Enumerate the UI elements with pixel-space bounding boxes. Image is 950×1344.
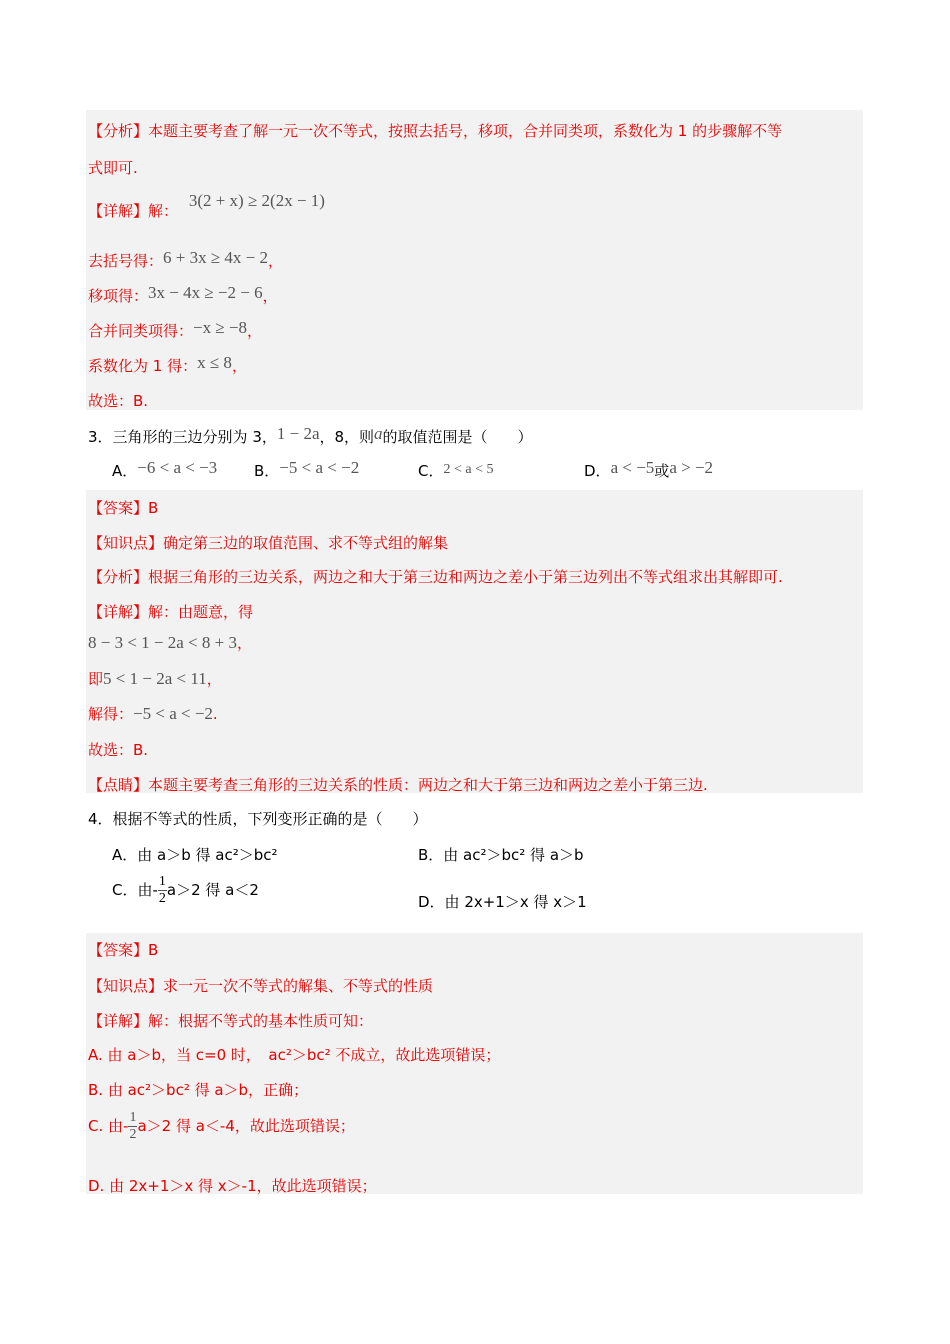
comment-tag: 【点睛】: [88, 776, 149, 794]
q2-step4: [88, 355, 247, 376]
detail-tag: 【详解】: [88, 1012, 149, 1030]
frac-numerator: 1: [129, 1110, 137, 1125]
step2-math: 3x − 4x ≥ −2 − 6: [148, 283, 263, 302]
detail-text: 解：根据不等式的基本性质可知：: [148, 1012, 374, 1030]
step3-comma: ，: [247, 322, 263, 340]
q4-explain-b: B. 由 ac²＞bc² 得 a＞b，正确；: [88, 1081, 309, 1099]
q4-answer-line: [88, 939, 158, 960]
step3-math: −5 < a < −2: [133, 704, 213, 723]
step1-comma: ，: [268, 252, 284, 270]
q3-stem-c: 的取值范围是（ ）: [382, 428, 533, 446]
q4-knowledge-line: [88, 975, 433, 996]
q2-detail-line: [88, 191, 325, 221]
step3-label: 合并同类项得：: [88, 322, 194, 340]
q3-knowledge-line: [88, 532, 448, 553]
q4-explain-c: [88, 1110, 355, 1143]
step2-comma: ，: [262, 287, 278, 305]
analysis-text: 本题主要考查了解一元一次不等式，按照去括号，移项，合并同类项，系数化为 1 的步骤解不等: [148, 122, 783, 140]
option-math: 2 < a < 5: [443, 462, 494, 477]
q3-stem-math1: 1 − 2a: [276, 424, 320, 443]
analysis-tag: 【分析】: [88, 122, 149, 140]
knowledge-text: 求一元一次不等式的解集、不等式的性质: [163, 977, 434, 995]
q3-step2: [88, 668, 222, 689]
knowledge-tag: 【知识点】: [88, 534, 164, 552]
explain-c-prefix: C. 由-: [88, 1117, 129, 1135]
q2-step3: [88, 320, 262, 341]
q3-comment-line: [88, 774, 708, 795]
q4-option-a[interactable]: A．由 a＞b 得 ac²＞bc²: [112, 846, 278, 864]
option-label: D．: [584, 462, 611, 480]
analysis-text: 根据三角形的三边关系，两边之和大于第三边和两边之差小于第三边列出不等式组求出其解即可.: [148, 568, 783, 586]
q3-stem: [88, 426, 533, 447]
frac-numerator: 1: [158, 874, 166, 889]
option-math2: a > −2: [669, 458, 714, 477]
answer-value: B: [148, 499, 159, 517]
q3-choose: 故选：B.: [88, 741, 149, 759]
frac-denominator: 2: [158, 891, 166, 906]
knowledge-tag: 【知识点】: [88, 977, 164, 995]
step4-math: x ≤ 8: [197, 353, 232, 372]
q3-stem-b: ，8，则: [319, 428, 375, 446]
option-label: A．: [112, 462, 138, 480]
q2-inequality: 3(2 + x) ≥ 2(2x − 1): [188, 191, 325, 210]
explain-c-suffix: a＞2 得 a＜-4，故此选项错误；: [137, 1117, 355, 1135]
q3-option-b[interactable]: [254, 460, 359, 481]
frac-denominator: 2: [129, 1127, 137, 1142]
option-label: B．: [254, 462, 280, 480]
q4-option-d[interactable]: D．由 2x+1＞x 得 x＞1: [418, 893, 587, 911]
q2-analysis-line1: [88, 120, 782, 141]
option-label: C．: [418, 462, 444, 480]
q4-explain-d: D. 由 2x+1＞x 得 x＞-1，故此选项错误；: [88, 1177, 377, 1195]
q4-explain-a: A. 由 a＞b，当 c=0 时， ac²＞bc² 不成立，故此选项错误；: [88, 1046, 501, 1064]
option-math: −5 < a < −2: [279, 458, 360, 477]
q3-stem-math2: a: [374, 424, 383, 443]
q4-detail-line: [88, 1010, 373, 1031]
detail-tag: 【详解】: [88, 603, 149, 621]
step1-label: 去括号得：: [88, 252, 164, 270]
q3-answer-line: [88, 497, 158, 518]
q2-analysis-line2: 式即可.: [88, 159, 138, 177]
answer-tag: 【答案】: [88, 941, 149, 959]
option-c-suffix: a＞2 得 a＜2: [166, 881, 259, 899]
q4-option-c[interactable]: [112, 874, 259, 907]
step1-math: 6 + 3x ≥ 4x − 2: [163, 248, 269, 267]
q2-step1: [88, 250, 283, 271]
step3-label: 解得：: [88, 705, 134, 723]
analysis-tag: 【分析】: [88, 568, 149, 586]
step1-comma: ，: [236, 634, 252, 652]
detail-tag: 【详解】: [88, 202, 149, 220]
step2-math: 5 < 1 − 2a < 11: [103, 669, 207, 688]
q3-step3: [88, 703, 218, 724]
q3-detail-line: [88, 601, 253, 622]
answer-value: B: [148, 941, 159, 959]
q4-stem: 4．根据不等式的性质，下列变形正确的是（ ）: [88, 810, 428, 828]
step1-math: 8 − 3 < 1 − 2a < 8 + 3: [88, 633, 237, 652]
q2-answer: 故选：B.: [88, 392, 149, 410]
q3-option-a[interactable]: [112, 460, 217, 481]
option-math: −6 < a < −3: [137, 458, 218, 477]
q3-option-d[interactable]: [584, 460, 713, 481]
option-math: a < −5: [610, 458, 655, 477]
step2-label: 移项得：: [88, 287, 149, 305]
q2-step2: [88, 285, 278, 306]
step3-math: −x ≥ −8: [193, 318, 248, 337]
option-c-prefix: C．由-: [112, 881, 158, 899]
option-mid: 或: [654, 462, 670, 480]
q3-stem-a: 3．三角形的三边分别为 3，: [88, 428, 277, 446]
step4-label: 系数化为 1 得：: [88, 357, 198, 375]
step3-period: .: [212, 705, 218, 723]
fraction-one-half: [158, 874, 167, 907]
comment-text: 本题主要考查三角形的三边关系的性质：两边之和大于第三边和两边之差小于第三边.: [148, 776, 708, 794]
q3-option-c[interactable]: [418, 460, 494, 481]
q4-option-b[interactable]: B．由 ac²＞bc² 得 a＞b: [418, 846, 584, 864]
detail-intro: 解：: [148, 202, 179, 220]
step4-comma: ，: [231, 357, 247, 375]
q3-step1: [88, 632, 252, 653]
answer-tag: 【答案】: [88, 499, 149, 517]
step2-prefix: 即: [88, 670, 104, 688]
q3-analysis-line: [88, 566, 783, 587]
detail-text: 解：由题意，得: [148, 603, 254, 621]
step2-comma: ，: [206, 670, 222, 688]
knowledge-text: 确定第三边的取值范围、求不等式组的解集: [163, 534, 449, 552]
